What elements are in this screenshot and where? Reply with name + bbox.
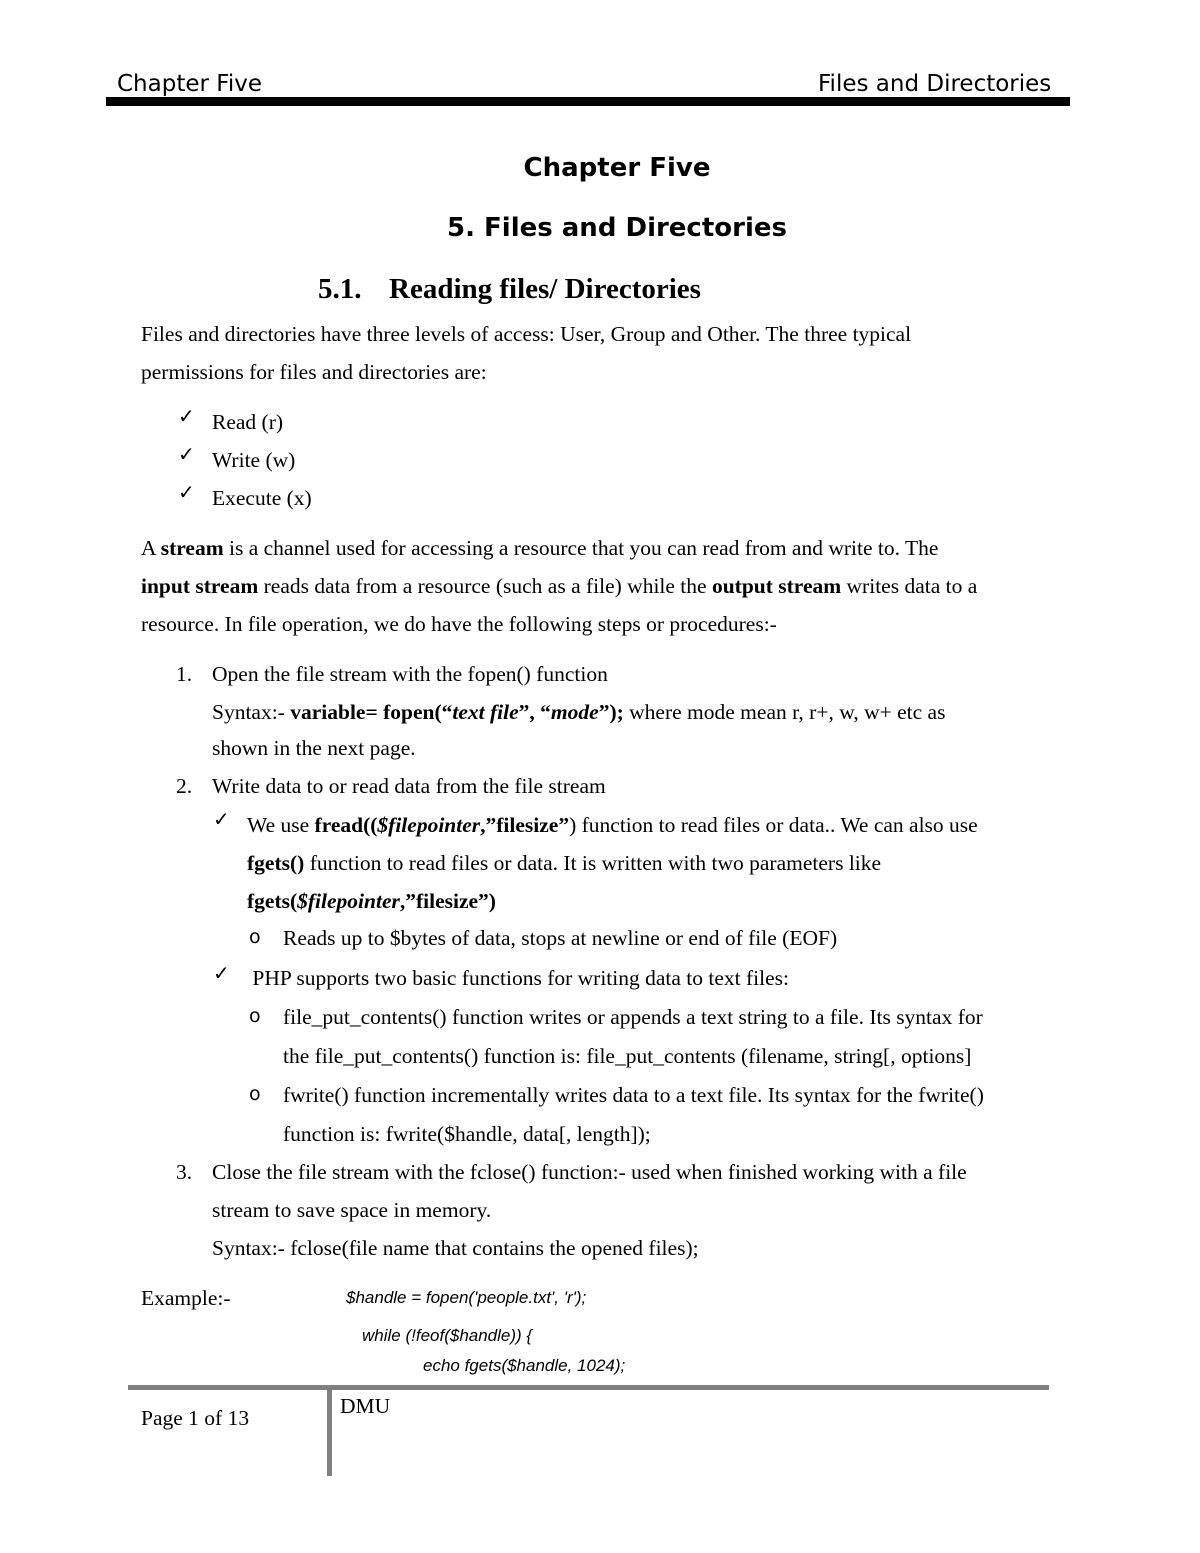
check-icon: ✓ bbox=[178, 406, 195, 428]
step-3-line-1: Close the file stream with the fclose() function:- used when finished working with a file bbox=[212, 1160, 967, 1184]
check-icon: ✓ bbox=[178, 482, 195, 504]
circle-bullet-icon: o bbox=[249, 1005, 261, 1027]
fgets-syntax bbox=[247, 882, 496, 920]
text-run: A bbox=[141, 536, 161, 560]
header-topic: Files and Directories bbox=[818, 71, 1052, 97]
example-code-line: echo fgets($handle, 1024); bbox=[423, 1356, 626, 1375]
step-1-syntax-cont: shown in the next page. bbox=[212, 736, 416, 760]
stream-line-2 bbox=[141, 567, 1058, 605]
section-title: 5. Files and Directories bbox=[447, 213, 787, 243]
step-number: 2. bbox=[176, 774, 193, 798]
term-input-stream: input stream bbox=[141, 574, 259, 598]
example-code-line: while (!feof($handle)) { bbox=[362, 1326, 533, 1345]
subsection-number: 5.1. bbox=[318, 273, 362, 305]
text-run: function to read files or data. It is written with two parameters like bbox=[304, 851, 882, 875]
permission-item: Execute (x) bbox=[212, 486, 312, 510]
stream-line-1 bbox=[141, 529, 1058, 567]
step-2-text: Write data to or read data from the file stream bbox=[212, 774, 606, 798]
circle-bullet-icon: o bbox=[249, 1083, 261, 1105]
page-number: Page 1 of 13 bbox=[141, 1406, 250, 1430]
syntax-code bbox=[290, 700, 624, 724]
code-run bbox=[377, 813, 480, 837]
syntax-label: Syntax:- bbox=[212, 700, 291, 724]
check-icon: ✓ bbox=[213, 809, 230, 831]
file-put-contents-line-2: the file_put_contents() function is: file_put_contents (filename, string[, options] bbox=[283, 1044, 972, 1068]
footer-org: DMU bbox=[340, 1394, 391, 1418]
text-run: ) function to read files or data.. We can also use bbox=[569, 813, 978, 837]
subsection-title: Reading files/ Directories bbox=[389, 273, 701, 305]
file-put-contents-line-1: file_put_contents() function writes or appends a text string to a file. Its syntax for bbox=[283, 1005, 983, 1029]
example-label: Example:- bbox=[141, 1286, 231, 1310]
header-chapter: Chapter Five bbox=[117, 71, 262, 97]
step-1-syntax bbox=[212, 693, 1058, 731]
code-run: $filepointer bbox=[297, 889, 400, 913]
permission-item: Write (w) bbox=[212, 448, 296, 472]
code-run: ”); bbox=[598, 700, 624, 724]
permission-item: Read (r) bbox=[212, 410, 284, 434]
intro-line-2: permissions for files and directories are: bbox=[141, 360, 487, 384]
step-1-text: Open the file stream with the fopen() function bbox=[212, 662, 608, 686]
step-number: 3. bbox=[176, 1160, 193, 1184]
text-run: We use bbox=[247, 813, 315, 837]
text-run: is a channel used for accessing a resource that you can read from and write to. The bbox=[223, 536, 939, 560]
text-run: where mode mean r, r+, w, w+ etc as bbox=[623, 700, 946, 724]
fwrite-line-2: function is: fwrite($handle, data[, length]); bbox=[283, 1122, 651, 1146]
code-run: ,”filesize”) bbox=[399, 889, 496, 913]
text-run: writes data to a bbox=[841, 574, 978, 598]
step-3-syntax: Syntax:- fclose(file name that contains the opened files); bbox=[212, 1236, 699, 1260]
step-number: 1. bbox=[176, 662, 193, 686]
circle-bullet-icon: o bbox=[249, 926, 261, 948]
stream-line-3: resource. In file operation, we do have the following steps or procedures:- bbox=[141, 612, 777, 636]
fgets-line bbox=[247, 844, 1058, 882]
chapter-title: Chapter Five bbox=[523, 153, 711, 183]
code-run: fgets() bbox=[247, 851, 305, 875]
code-run: text file bbox=[452, 700, 519, 724]
code-run: mode bbox=[550, 700, 599, 724]
step-3-line-2: stream to save space in memory. bbox=[212, 1198, 492, 1222]
header-rule bbox=[106, 97, 1070, 106]
intro-line-1: Files and directories have three levels of access: User, Group and Other. The three typical bbox=[141, 322, 912, 346]
fread-line-1 bbox=[247, 806, 1058, 844]
term-stream: stream bbox=[160, 536, 224, 560]
code-run: fread(( bbox=[314, 813, 378, 837]
code-run: $filepointer bbox=[377, 813, 481, 837]
code-run: variable= fopen(“ bbox=[290, 700, 453, 724]
footer-divider bbox=[327, 1388, 332, 1476]
code-run: ,”filesize” bbox=[480, 813, 570, 837]
php-write-intro: PHP supports two basic functions for writing data to text files: bbox=[247, 966, 790, 990]
text-run: reads data from a resource (such as a file) while the bbox=[258, 574, 712, 598]
code-run: ”, “ bbox=[518, 700, 551, 724]
check-icon: ✓ bbox=[213, 963, 230, 985]
fwrite-line-1: fwrite() function incrementally writes data to a text file. Its syntax for the fwrite() bbox=[283, 1083, 984, 1107]
example-code-line: $handle = fopen('people.txt', 'r'); bbox=[346, 1288, 587, 1307]
term-output-stream: output stream bbox=[711, 574, 842, 598]
footer-rule bbox=[128, 1385, 1049, 1390]
code-run: fgets( bbox=[247, 889, 298, 913]
code-run bbox=[297, 889, 400, 913]
fgets-note: Reads up to $bytes of data, stops at newline or end of file (EOF) bbox=[283, 926, 838, 950]
check-icon: ✓ bbox=[178, 444, 195, 466]
